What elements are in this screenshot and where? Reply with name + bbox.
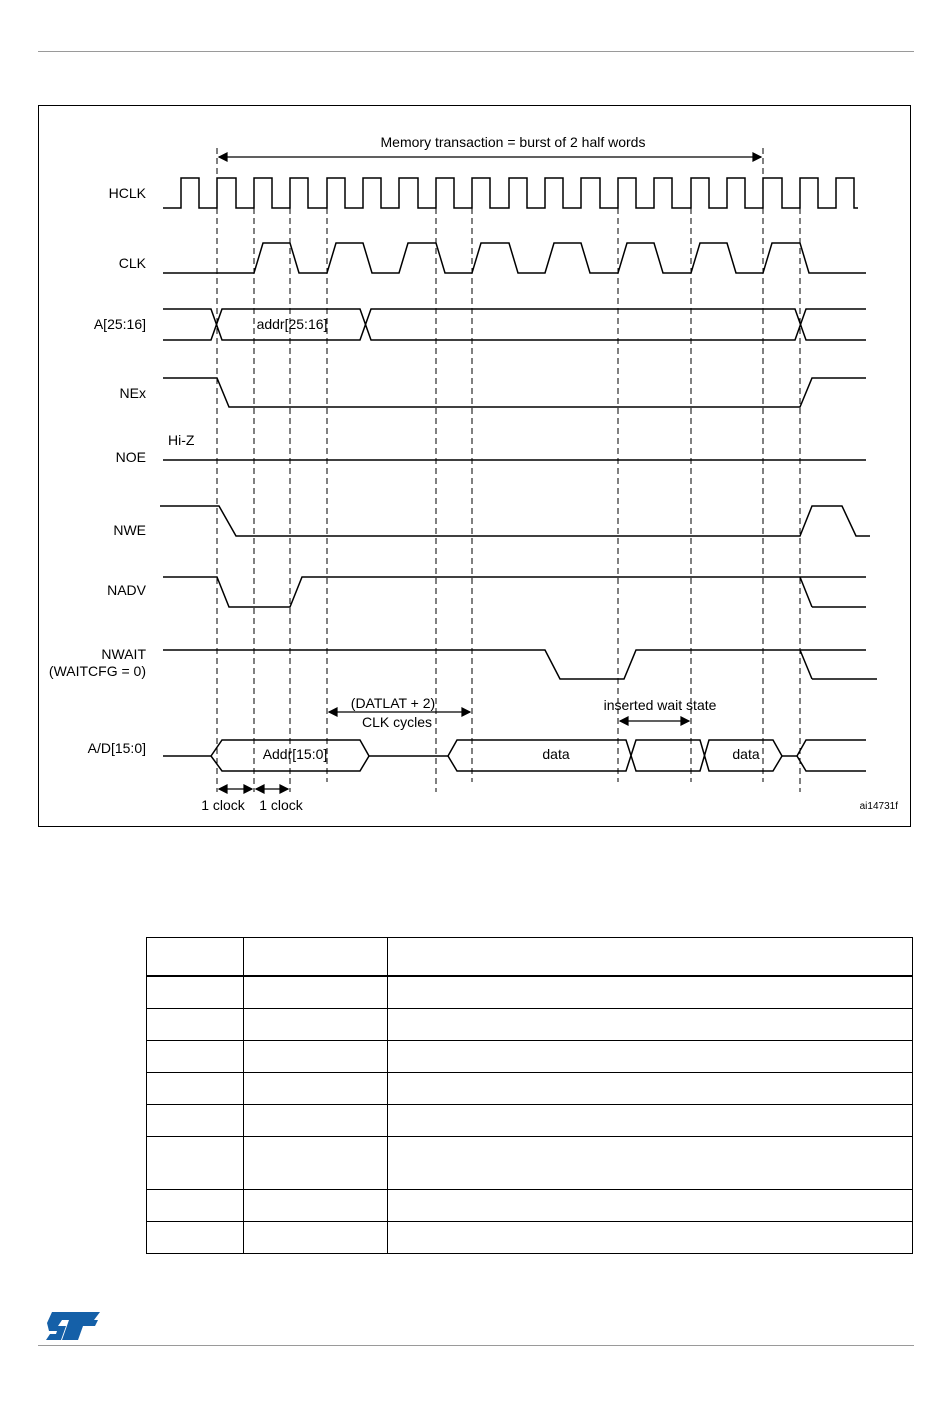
table-cell	[147, 1041, 244, 1073]
register-table	[146, 937, 913, 1254]
signal-label-ad: A/D[15:0]	[87, 740, 146, 756]
figure-id: ai14731f	[859, 801, 898, 812]
table-row	[147, 1222, 913, 1254]
hiz-label: Hi-Z	[168, 432, 195, 448]
signal-label-noe: NOE	[115, 449, 146, 465]
table-row	[147, 1009, 913, 1041]
wait-state-label: inserted wait state	[603, 697, 717, 713]
nadv-low-tail	[800, 577, 812, 607]
signal-label-nadv: NADV	[107, 582, 146, 598]
dashed-guides	[217, 148, 800, 792]
table-row	[147, 976, 913, 1009]
table-cell	[388, 1190, 913, 1222]
nex-waveform	[163, 378, 866, 407]
datlat-label-1: (DATLAT + 2)	[350, 695, 436, 711]
nwait-waveform	[163, 650, 866, 679]
table-cell	[388, 1073, 913, 1105]
table-cell	[147, 938, 244, 977]
nadv-waveform	[163, 577, 866, 607]
clock2-label: 1 clock	[259, 797, 303, 813]
addr-high-label: addr[25:16]	[256, 316, 328, 332]
table-cell	[244, 1137, 388, 1190]
table-row	[147, 1073, 913, 1105]
clk-waveform	[163, 243, 866, 273]
table-cell	[388, 1105, 913, 1137]
table-cell	[244, 1105, 388, 1137]
signal-label-nex: NEx	[119, 385, 146, 401]
table-cell	[244, 1190, 388, 1222]
table-header-row	[147, 938, 913, 977]
table-cell	[147, 1105, 244, 1137]
bottom-rule	[38, 1345, 914, 1346]
table-cell	[147, 1190, 244, 1222]
table-row	[147, 1137, 913, 1190]
table-cell	[147, 1009, 244, 1041]
table-cell	[244, 1009, 388, 1041]
table-row	[147, 1190, 913, 1222]
table-cell	[244, 938, 388, 977]
table-cell	[147, 1222, 244, 1254]
table-cell	[147, 1073, 244, 1105]
nwait-release	[800, 650, 812, 679]
datlat-label-2: CLK cycles	[361, 714, 433, 730]
data1-label: data	[542, 746, 570, 762]
signal-label-nwe: NWE	[113, 522, 146, 538]
addr-low-label: Addr[15:0]	[262, 746, 328, 762]
table-cell	[244, 1222, 388, 1254]
signal-label-nwait: NWAIT	[101, 646, 146, 662]
signal-label-a-high: A[25:16]	[93, 316, 146, 332]
diagram-title: Memory transaction = burst of 2 half words	[380, 134, 646, 150]
hclk-waveform	[163, 178, 858, 208]
table-row	[147, 1041, 913, 1073]
data2-label: data	[732, 746, 760, 762]
table-cell	[147, 976, 244, 1009]
clock1-label: 1 clock	[201, 797, 245, 813]
st-logo-icon	[44, 1310, 102, 1342]
signal-label-waitcfg: (WAITCFG = 0)	[48, 663, 146, 679]
table-cell	[244, 976, 388, 1009]
table-cell	[388, 976, 913, 1009]
table-cell	[388, 938, 913, 977]
table-cell	[388, 1137, 913, 1190]
table-row	[147, 1105, 913, 1137]
signal-label-hclk: HCLK	[108, 185, 146, 201]
table-cell	[244, 1073, 388, 1105]
table-cell	[147, 1137, 244, 1190]
signal-label-clk: CLK	[118, 255, 146, 271]
table-cell	[388, 1222, 913, 1254]
table-cell	[244, 1041, 388, 1073]
table-cell	[388, 1041, 913, 1073]
table-cell	[388, 1009, 913, 1041]
ad-tail-bottom	[797, 756, 866, 771]
